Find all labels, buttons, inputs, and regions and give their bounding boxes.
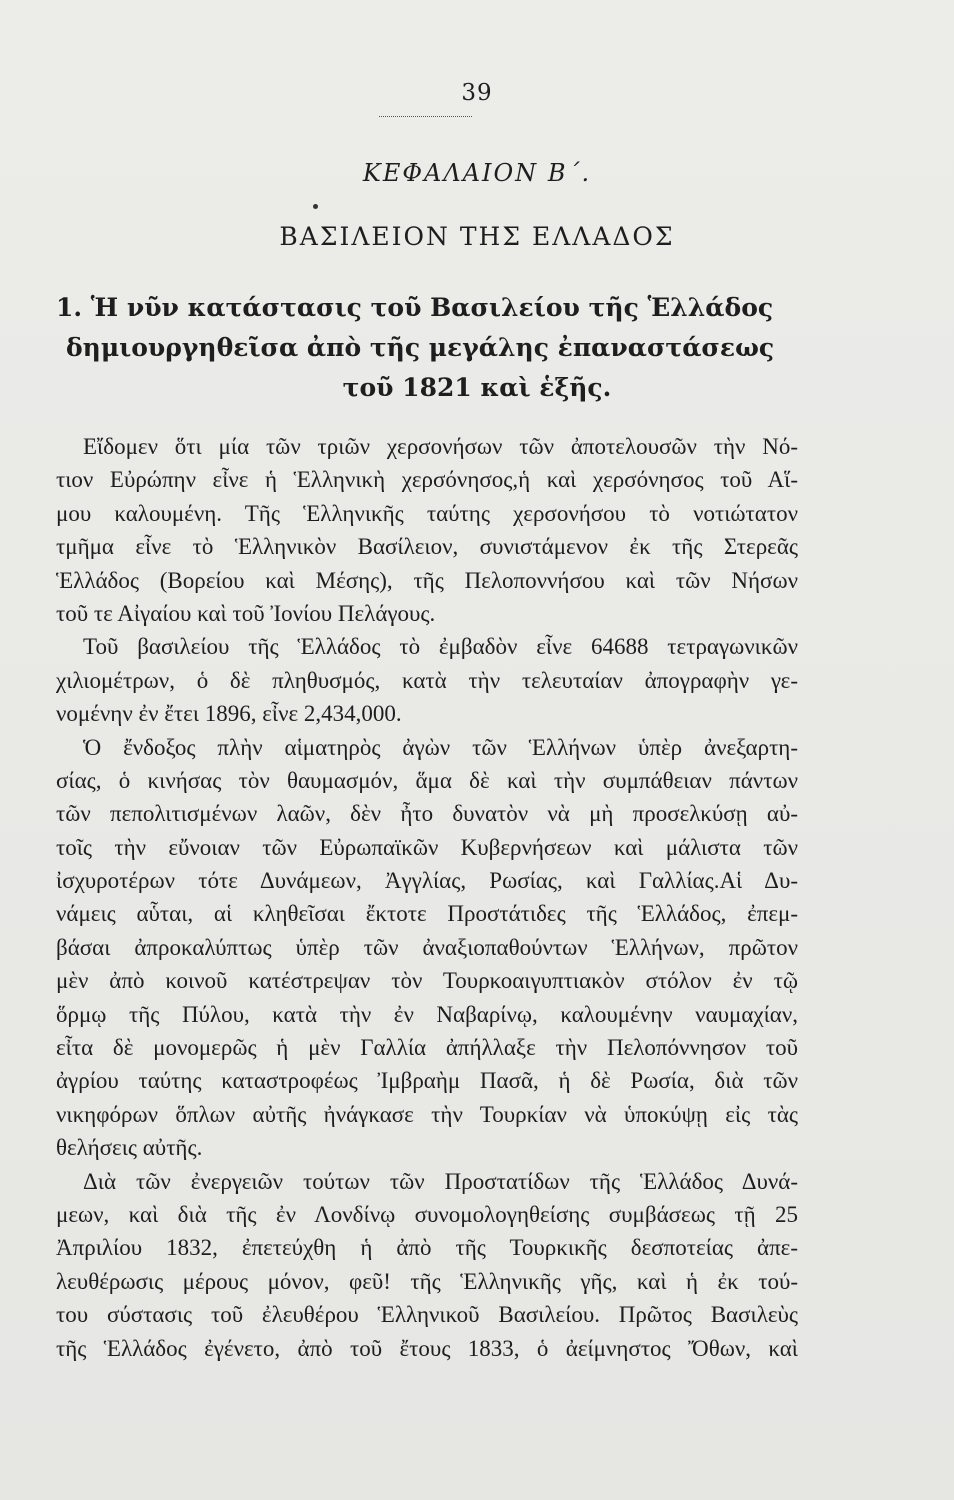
text-line: νομένην ἐν ἔτει 1896, εἶνε 2,434,000. — [56, 701, 402, 727]
section-heading-line-2: δημιουργηθεῖσα ἀπὸ τῆς μεγάλης ἐπαναστάσεως — [66, 333, 775, 362]
text-line: τμῆμα εἶνε τὸ Ἑλληνικὸν Βασίλειον, συνιστάμενον ἐκ τῆς Στερεᾶς — [56, 534, 798, 560]
text-line: μὲν ἀπὸ κοινοῦ κατέστρεψαν τὸν Τουρκοαιγυπτιακὸν στόλον ἐν τῷ — [56, 968, 798, 994]
text-line: Ἑλλάδος (Βορείου καὶ Μέσης), τῆς Πελοποννήσου καὶ τῶν Νήσων — [56, 567, 798, 593]
section-heading-line-3: τοῦ 1821 καὶ ἑξῆς. — [342, 373, 612, 402]
text-line: τοῦ τε Αἰγαίου καὶ τοῦ Ἰονίου Πελάγους. — [56, 600, 436, 626]
text-line: ὅρμῳ τῆς Πύλου, κατὰ τὴν ἐν Ναβαρίνῳ, καλουμένην ναυμαχίαν, — [56, 1001, 798, 1027]
text-line: χιλιομέτρων, ὁ δὲ πληθυσμός, κατὰ τὴν τελευταίαν ἀπογραφὴν γε- — [56, 667, 798, 693]
text-line: ἰσχυροτέρων τότε Δυνάμεων, Ἀγγλίας, Ρωσίας, καὶ Γαλλίας.Αἱ Δυ- — [56, 868, 798, 894]
text-line: νικηφόρων ὅπλων αὐτῆς ἠνάγκασε τὴν Τουρκίαν νὰ ὑποκύψῃ εἰς τὰς — [56, 1101, 798, 1127]
text-line: Διὰ τῶν ἐνεργειῶν τούτων τῶν Προστατίδων τῆς Ἑλλάδος Δυνά- — [83, 1168, 798, 1194]
text-line: νάμεις αὗται, αἱ κληθεῖσαι ἔκτοτε Προστάτιδες τῆς Ἑλλάδος, ἐπεμ- — [56, 901, 798, 927]
ornament-dot — [313, 204, 318, 209]
text-line: βάσαι ἀπροκαλύπτως ὑπὲρ τῶν ἀναξιοπαθούντων Ἑλλήνων, πρῶτον — [56, 934, 798, 960]
text-line: εἶτα δὲ μονομερῶς ἡ μὲν Γαλλία ἀπήλλαξε τὴν Πελοπόννησον τοῦ — [56, 1035, 798, 1061]
text-line: τῆς Ἑλλάδος ἐγένετο, ἀπὸ τοῦ ἔτους 1833, ὁ ἀείμνηστος Ὄθων, καὶ — [56, 1335, 798, 1361]
page-number-rule — [379, 116, 472, 117]
body-text — [56, 430, 798, 1365]
text-line: τιον Εὐρώπην εἶνε ἡ Ἑλληνικὴ χερσόνησος,ἡ καὶ χερσόνησος τοῦ Αἵ- — [56, 467, 798, 493]
text-line: του σύστασις τοῦ ἐλευθέρου Ἑλληνικοῦ Βασιλείου. Πρῶτος Βασιλεὺς — [56, 1302, 798, 1328]
text-line: Ὁ ἔνδοξος πλὴν αἱματηρὸς ἀγὼν τῶν Ἑλλήνων ὑπὲρ ἀνεξαρτη- — [83, 734, 798, 760]
part-title: ΒΑΣΙΛΕΙΟΝ ΤΗΣ ΕΛΛΑΔΟΣ — [279, 222, 675, 251]
text-line: Εἴδομεν ὅτι μία τῶν τριῶν χερσονήσων τῶν ἀποτελουσῶν τὴν Νό- — [83, 434, 798, 459]
text-line: ἀγρίου ταύτης καταστροφέως Ἰμβραὴμ Πασᾶ, ἡ δὲ Ρωσία, διὰ τῶν — [56, 1068, 798, 1094]
text-line: τοῖς τὴν εὔνοιαν τῶν Εὐρωπαϊκῶν Κυβερνήσεων καὶ μάλιστα τῶν — [56, 834, 798, 860]
text-line: μεων, καὶ διὰ τῆς ἐν Λονδίνῳ συνομολογηθείσης συμβάσεως τῇ 25 — [56, 1201, 798, 1227]
text-line: λευθέρωσις μέρους μόνον, φεῦ! τῆς Ἑλληνικῆς γῆς, καὶ ἡ ἐκ τού- — [56, 1268, 798, 1294]
chapter-title: ΚΕΦΑΛΑΙΟΝ Β΄. — [362, 159, 592, 187]
text-line: Ἀπριλίου 1832, ἐπετεύχθη ἡ ἀπὸ τῆς Τουρκικῆς δεσποτείας ἀπε- — [56, 1235, 798, 1261]
text-line: μου καλουμένη. Τῆς Ἑλληνικῆς ταύτης χερσονήσου τὸ νοτιώτατον — [56, 500, 798, 526]
text-line: τῶν πεπολιτισμένων λαῶν, δὲν ἦτο δυνατὸν νὰ μὴ προσελκύσῃ αὐ- — [56, 801, 798, 827]
section-heading-line-1: 1. Ἡ νῦν κατάστασις τοῦ Βασιλείου τῆς Ἑλλάδος — [56, 293, 774, 322]
text-line: θελήσεις αὐτῆς. — [56, 1135, 203, 1161]
page-number: 39 — [461, 80, 493, 106]
text-line: Τοῦ βασιλείου τῆς Ἑλλάδος τὸ ἐμβαδὸν εἶνε 64688 τετραγωνικῶν — [83, 634, 798, 660]
text-line: σίας, ὁ κινήσας τὸν θαυμασμόν, ἅμα δὲ καὶ τὴν συμπάθειαν πάντων — [56, 767, 798, 793]
